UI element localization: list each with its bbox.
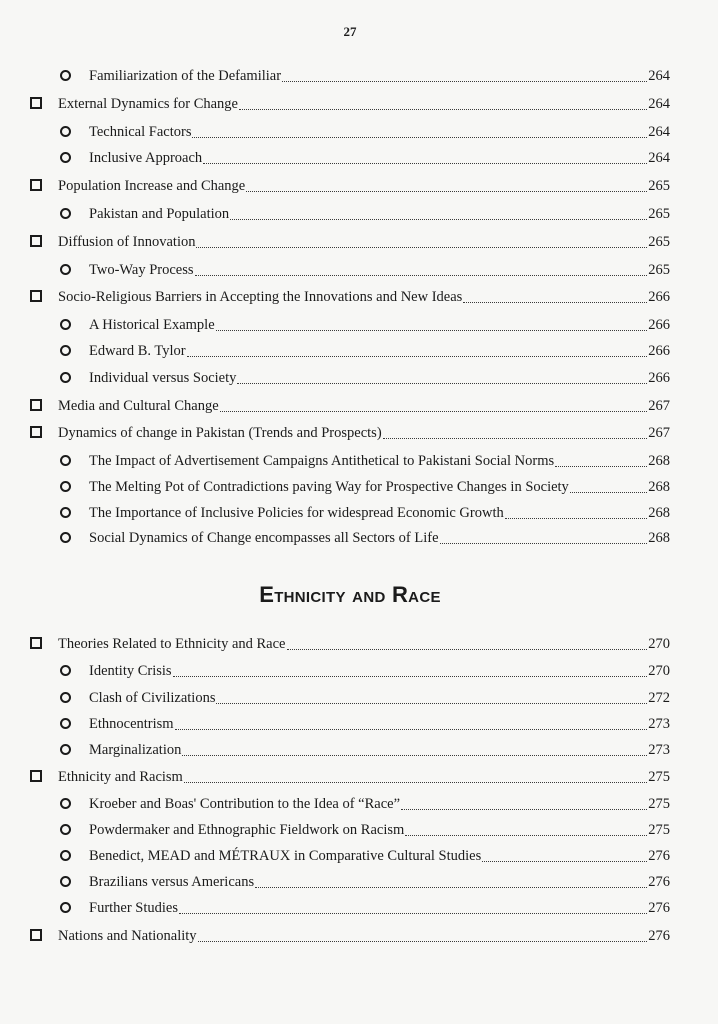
dot-leader	[505, 518, 648, 519]
circle-bullet-icon	[60, 718, 71, 729]
toc-entry	[30, 928, 670, 946]
toc-entry	[30, 636, 670, 654]
circle-bullet-icon	[60, 70, 71, 81]
page-number: 27	[343, 24, 357, 39]
toc-entry	[60, 874, 670, 892]
toc-entry-page: 264	[648, 150, 670, 166]
toc-entry-page: 273	[648, 742, 670, 758]
toc-entry-page: 270	[648, 663, 670, 679]
toc-entry-title: Technical Factors	[89, 124, 192, 140]
dot-leader	[405, 835, 647, 836]
toc-entry	[60, 262, 670, 280]
circle-bullet-icon	[60, 208, 71, 219]
toc-entry	[30, 234, 670, 252]
toc-entry-title: Identity Crisis	[89, 663, 172, 679]
toc-entry	[60, 796, 670, 814]
dot-leader	[463, 302, 647, 303]
toc-entry-title: Population Increase and Change	[58, 178, 246, 194]
toc-entry-page: 266	[648, 343, 670, 359]
circle-bullet-icon	[60, 345, 71, 356]
circle-bullet-icon	[60, 665, 71, 676]
square-bullet-icon	[30, 399, 42, 411]
toc-entry	[60, 453, 670, 471]
circle-bullet-icon	[60, 455, 71, 466]
toc-entry-title: Benedict, MEAD and MÉTRAUX in Comparative Cultural Studies	[89, 848, 482, 864]
toc-entry-page: 272	[648, 690, 670, 706]
toc-entry	[30, 398, 670, 416]
toc-entry-page: 267	[648, 425, 670, 441]
toc-entry-title: Two-Way Process	[89, 262, 194, 278]
toc-entry	[60, 317, 670, 335]
toc-entry	[60, 690, 670, 708]
dot-leader	[287, 649, 648, 650]
section-heading: Ethnicity and Race	[259, 582, 441, 607]
toc-entry-title: External Dynamics for Change	[58, 96, 238, 112]
square-bullet-icon	[30, 770, 42, 782]
toc-entry-title: Media and Cultural Change	[58, 398, 219, 414]
dot-leader	[282, 81, 647, 82]
toc-entry-page: 265	[648, 206, 670, 222]
square-bullet-icon	[30, 290, 42, 302]
circle-bullet-icon	[60, 507, 71, 518]
dot-leader	[179, 913, 647, 914]
dot-leader	[203, 163, 647, 164]
toc-entry-title: The Melting Pot of Contradictions paving Way for Prospective Changes in Society	[89, 479, 569, 495]
dot-leader	[555, 466, 647, 467]
circle-bullet-icon	[60, 798, 71, 809]
dot-leader	[246, 191, 647, 192]
dot-leader	[482, 861, 647, 862]
dot-leader	[255, 887, 647, 888]
circle-bullet-icon	[60, 126, 71, 137]
toc-entry-title: The Impact of Advertisement Campaigns Antithetical to Pakistani Social Norms	[89, 453, 555, 469]
square-bullet-icon	[30, 97, 42, 109]
toc-entry-page: 264	[648, 68, 670, 84]
circle-bullet-icon	[60, 902, 71, 913]
toc-entry	[60, 150, 670, 168]
toc-entry	[60, 479, 670, 497]
circle-bullet-icon	[60, 876, 71, 887]
toc-entry-page: 266	[648, 370, 670, 386]
toc-entry-title: Theories Related to Ethnicity and Race	[58, 636, 286, 652]
dot-leader	[239, 109, 647, 110]
toc-entry-title: Pakistan and Population	[89, 206, 230, 222]
toc-entry-title: Further Studies	[89, 900, 179, 916]
dot-leader	[216, 703, 647, 704]
toc-entry-title: Dynamics of change in Pakistan (Trends and Prospects)	[58, 425, 382, 441]
toc-entry	[60, 206, 670, 224]
circle-bullet-icon	[60, 264, 71, 275]
dot-leader	[173, 676, 648, 677]
square-bullet-icon	[30, 235, 42, 247]
dot-leader	[184, 782, 647, 783]
toc-entry	[60, 124, 670, 142]
dot-leader	[192, 137, 647, 138]
dot-leader	[175, 729, 648, 730]
toc-entry	[60, 716, 670, 734]
toc-entry-title: Inclusive Approach	[89, 150, 203, 166]
dot-leader	[182, 755, 647, 756]
toc-entry-page: 275	[648, 796, 670, 812]
dot-leader	[220, 411, 648, 412]
circle-bullet-icon	[60, 152, 71, 163]
toc-entry	[60, 822, 670, 840]
toc-entry-title: Clash of Civilizations	[89, 690, 216, 706]
toc-entry-title: Social Dynamics of Change encompasses all Sectors of Life	[89, 530, 439, 546]
toc-entry	[30, 425, 670, 443]
toc-entry-page: 265	[648, 178, 670, 194]
toc-entry-title: Ethnocentrism	[89, 716, 174, 732]
toc-entry	[60, 505, 670, 523]
toc-entry-page: 267	[648, 398, 670, 414]
toc-entry-title: Marginalization	[89, 742, 182, 758]
circle-bullet-icon	[60, 372, 71, 383]
toc-entry-title: Edward B. Tylor	[89, 343, 186, 359]
square-bullet-icon	[30, 426, 42, 438]
toc-entry-title: A Historical Example	[89, 317, 215, 333]
toc-entry-page: 268	[648, 479, 670, 495]
toc-entry-page: 268	[648, 530, 670, 546]
circle-bullet-icon	[60, 319, 71, 330]
toc-entry-title: Familiarization of the Defamiliar	[89, 68, 282, 84]
dot-leader	[198, 941, 648, 942]
toc-entry-page: 276	[648, 928, 670, 944]
toc-entry-page: 276	[648, 900, 670, 916]
toc-entry-page: 266	[648, 317, 670, 333]
dot-leader	[401, 809, 647, 810]
toc-entry-title: Nations and Nationality	[58, 928, 197, 944]
dot-leader	[187, 356, 648, 357]
toc-entry-title: Individual versus Society	[89, 370, 237, 386]
circle-bullet-icon	[60, 744, 71, 755]
toc-entry-title: The Importance of Inclusive Policies for widespread Economic Growth	[89, 505, 504, 521]
toc-entry-page: 264	[648, 96, 670, 112]
dot-leader	[570, 492, 647, 493]
dot-leader	[196, 247, 647, 248]
toc-entry	[60, 370, 670, 388]
dot-leader	[237, 383, 647, 384]
toc-entry	[60, 530, 670, 548]
toc-entry-page: 275	[648, 769, 670, 785]
dot-leader	[230, 219, 647, 220]
circle-bullet-icon	[60, 824, 71, 835]
dot-leader	[216, 330, 648, 331]
toc-entry	[30, 96, 670, 114]
toc-entry	[30, 178, 670, 196]
toc-entry	[60, 900, 670, 918]
toc-entry-page: 276	[648, 874, 670, 890]
circle-bullet-icon	[60, 481, 71, 492]
toc-entry	[60, 848, 670, 866]
square-bullet-icon	[30, 637, 42, 649]
toc-entry-page: 264	[648, 124, 670, 140]
circle-bullet-icon	[60, 692, 71, 703]
toc-entry	[30, 289, 670, 307]
toc-entry-page: 265	[648, 234, 670, 250]
dot-leader	[440, 543, 648, 544]
dot-leader	[195, 275, 648, 276]
toc-entry-title: Diffusion of Innovation	[58, 234, 196, 250]
toc-entry-page: 276	[648, 848, 670, 864]
toc-entry-page: 268	[648, 505, 670, 521]
circle-bullet-icon	[60, 850, 71, 861]
toc-entry-title: Kroeber and Boas' Contribution to the Idea of “Race”	[89, 796, 401, 812]
toc-entry-page: 270	[648, 636, 670, 652]
toc-entry	[60, 68, 670, 86]
toc-entry-title: Brazilians versus Americans	[89, 874, 255, 890]
toc-entry-page: 266	[648, 289, 670, 305]
square-bullet-icon	[30, 929, 42, 941]
toc-entry-page: 268	[648, 453, 670, 469]
dot-leader	[383, 438, 648, 439]
toc-entry	[60, 343, 670, 361]
toc-entry	[60, 742, 670, 760]
circle-bullet-icon	[60, 532, 71, 543]
toc-entry-page: 275	[648, 822, 670, 838]
toc-entry-page: 265	[648, 262, 670, 278]
toc-entry-page: 273	[648, 716, 670, 732]
square-bullet-icon	[30, 179, 42, 191]
toc-entry-title: Socio-Religious Barriers in Accepting the Innovations and New Ideas	[58, 289, 463, 305]
toc-entry	[30, 769, 670, 787]
toc-entry	[60, 663, 670, 681]
toc-entry-title: Powdermaker and Ethnographic Fieldwork on Racism	[89, 822, 405, 838]
toc-entry-title: Ethnicity and Racism	[58, 769, 183, 785]
